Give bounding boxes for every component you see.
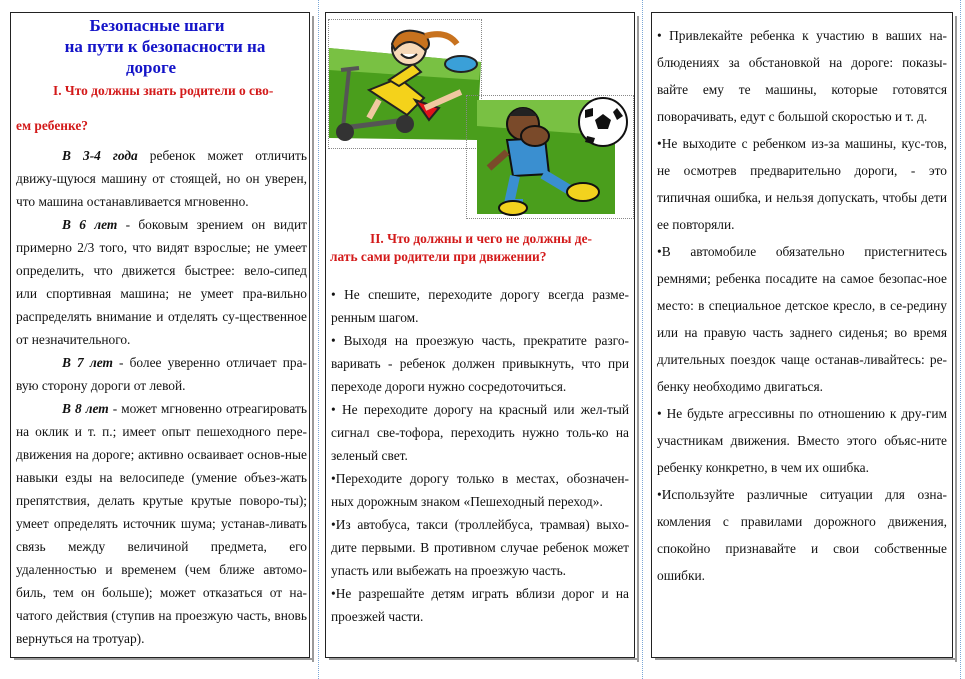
list-item: •Из автобуса, такси (троллейбуса, трамвая) выхо-дите первыми. В противном случае ребенок может упасть или выбежать на проезжую часть. xyxy=(331,517,629,578)
girl-on-scooter-image xyxy=(328,19,482,149)
list-item: •В автомобиле обязательно пристегнитесь ремнями; ребенка посадите на самое безопас-ное место: в специальное детское кресло, в се-редину или на правую часть заднего сиденья; во время длительных поездок чаще останав-ливайтесь: ре-бенку необходимо двигаться. xyxy=(657,244,947,394)
list-item: •Не разрешайте детям играть вблизи дорог и на проезжей части. xyxy=(331,586,629,624)
section-1-heading: I. Что должны знать родители о сво- xyxy=(53,83,274,98)
list-item: •Переходите дорогу только в местах, обозначен-ных дорожным знаком «Пешеходный переход». xyxy=(331,471,629,509)
list-item: • Привлекайте ребенка к участию в ваших на-блюдениях за обстановкой на дороге: показы-вайте ему те машины, которые готовятся поворачивать, едут с большой скоростью и т. д. xyxy=(657,28,947,124)
section-2-list xyxy=(331,283,629,628)
column-guide xyxy=(318,0,319,679)
boy-with-ball-image xyxy=(466,95,634,219)
title-line: Безопасные шаги xyxy=(89,16,225,35)
list-item: •Используйте различные ситуации для озна-комления с правилами дорожного движения, спокойно признавайте и свои собственные ошибки. xyxy=(657,487,947,583)
paragraph-age-3-4: В 3-4 года ребенок может отличить движу-щуюся машину от стоящей, но он уверен, что машина останавливается мгновенно. xyxy=(16,148,307,209)
girl-on-scooter-clipart xyxy=(329,20,482,149)
column-3 xyxy=(651,12,953,658)
list-item: • Выходя на проезжую часть, прекратите разго-варивать - ребенок должен привыкнуть, что при переходе дороги нужно сосредоточиться. xyxy=(331,333,629,394)
list-item: • Не будьте агрессивны по отношению к дру-гим участникам движения. Вместо этого объяс-ните ребенку конкретно, в чем их ошибка. xyxy=(657,406,947,475)
section-2-list-continued xyxy=(657,22,947,589)
section-1-body xyxy=(16,144,307,650)
column-2 xyxy=(325,12,635,658)
list-item: • Не спешите, переходите дорогу всегда разме-ренным шагом. xyxy=(331,287,629,325)
column-guide xyxy=(960,0,961,679)
section-2-heading: II. Что должны и чего не должны де- xyxy=(370,231,592,246)
title-line: на пути к безопасности на xyxy=(64,37,266,56)
list-item: • Не переходите дорогу на красный или жел-тый сигнал све-тофора, переходить нужно толь-ко на зеленый свет. xyxy=(331,402,629,463)
section-2-heading-cont: лать сами родители при движении? xyxy=(330,249,547,264)
section-1-heading-cont: ем ребенке? xyxy=(16,118,89,133)
title-line: дороге xyxy=(125,58,177,77)
column-1 xyxy=(10,12,310,658)
paragraph-age-8: В 8 лет - может мгновенно отреагировать на оклик и т. п.; имеет опыт пешеходного пере-движения на дороге; активно осваивает основ-ные навыки езды на велосипеде (умение объез-жать препятствия, делать крутые крутые поворо-ты); умеет определять источник шума; устанав-ливать связь между величиной предмета, его удаленностью и временем (чем ближе автомо-биль, тем он больше); может отказаться от на-чатого действия (ступив на проезжую часть, вновь вернуться на тротуар). xyxy=(16,401,307,646)
list-item: •Не выходите с ребенком из-за машины, кус-тов, не осмотрев предварительно дороги, - это типичная ошибка, и нельзя допускать, чтобы дети ее повторяли. xyxy=(657,136,947,232)
paragraph-age-6: В 6 лет - боковым зрением он видит примерно 2/3 того, что видят взрослые; не умеет определить, что движется быстрее: вело-сипед или спортивная машина; не умеет пра-вильно распределять внимание и отделять су-щественное от незначительного. xyxy=(16,217,307,347)
paragraph-age-7: В 7 лет - более уверенно отличает пра-вую сторону дороги от левой. xyxy=(16,355,307,393)
leaflet-title xyxy=(11,15,311,78)
column-guide xyxy=(642,0,643,679)
boy-kicking-soccer-ball-clipart xyxy=(467,96,634,219)
